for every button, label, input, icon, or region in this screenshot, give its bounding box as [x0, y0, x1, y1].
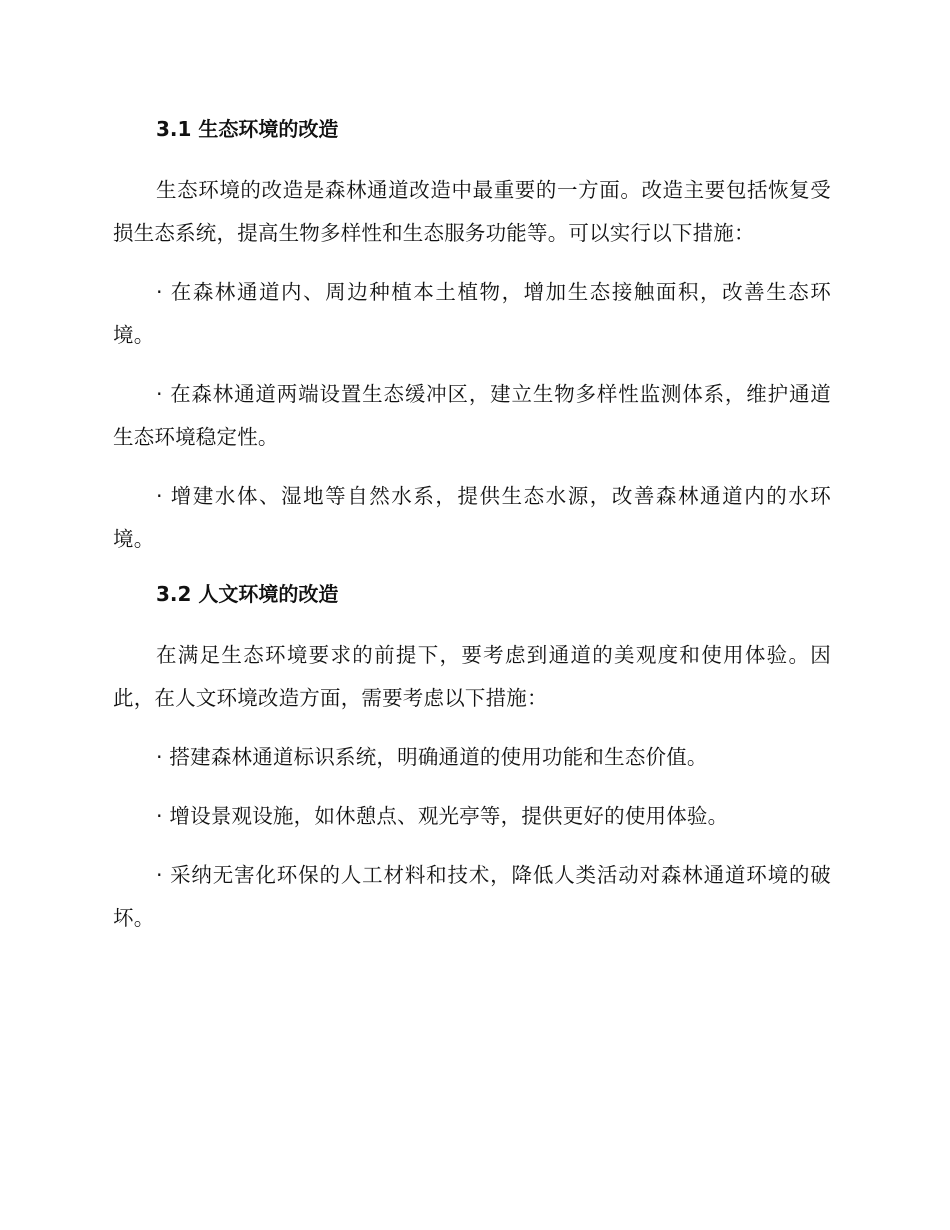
section-3-1-item-2: · 在森林通道两端设置生态缓冲区，建立生物多样性监测体系，维护通道生态环境稳定性。	[113, 382, 831, 449]
section-3-1-item-3: · 增建水体、湿地等自然水系，提供生态水源，改善森林通道内的水环境。	[113, 484, 831, 551]
section-3-1-intro: 生态环境的改造是森林通道改造中最重要的一方面。改造主要包括恢复受损生态系统，提高生物多样性和生态服务功能等。可以实行以下措施：	[113, 178, 831, 245]
section-3-2-item-2: · 增设景观设施，如休憩点、观光亭等，提供更好的使用体验。	[156, 804, 729, 828]
section-3-1-item-1: · 在森林通道内、周边种植本土植物，增加生态接触面积，改善生态环境。	[113, 280, 831, 347]
section-3-2-item-1: · 搭建森林通道标识系统，明确通道的使用功能和生态价值。	[156, 745, 708, 769]
section-3-2-intro: 在满足生态环境要求的前提下，要考虑到通道的美观度和使用体验。因此，在人文环境改造方面，需要考虑以下措施：	[113, 643, 831, 710]
section-heading-3-2: 3.2 人文环境的改造	[156, 582, 339, 606]
document-page	[113, 112, 831, 940]
section-3-2-item-3: · 采纳无害化环保的人工材料和技术，降低人类活动对森林通道环境的破坏。	[113, 863, 831, 930]
section-heading-3-1: 3.1 生态环境的改造	[156, 117, 339, 141]
